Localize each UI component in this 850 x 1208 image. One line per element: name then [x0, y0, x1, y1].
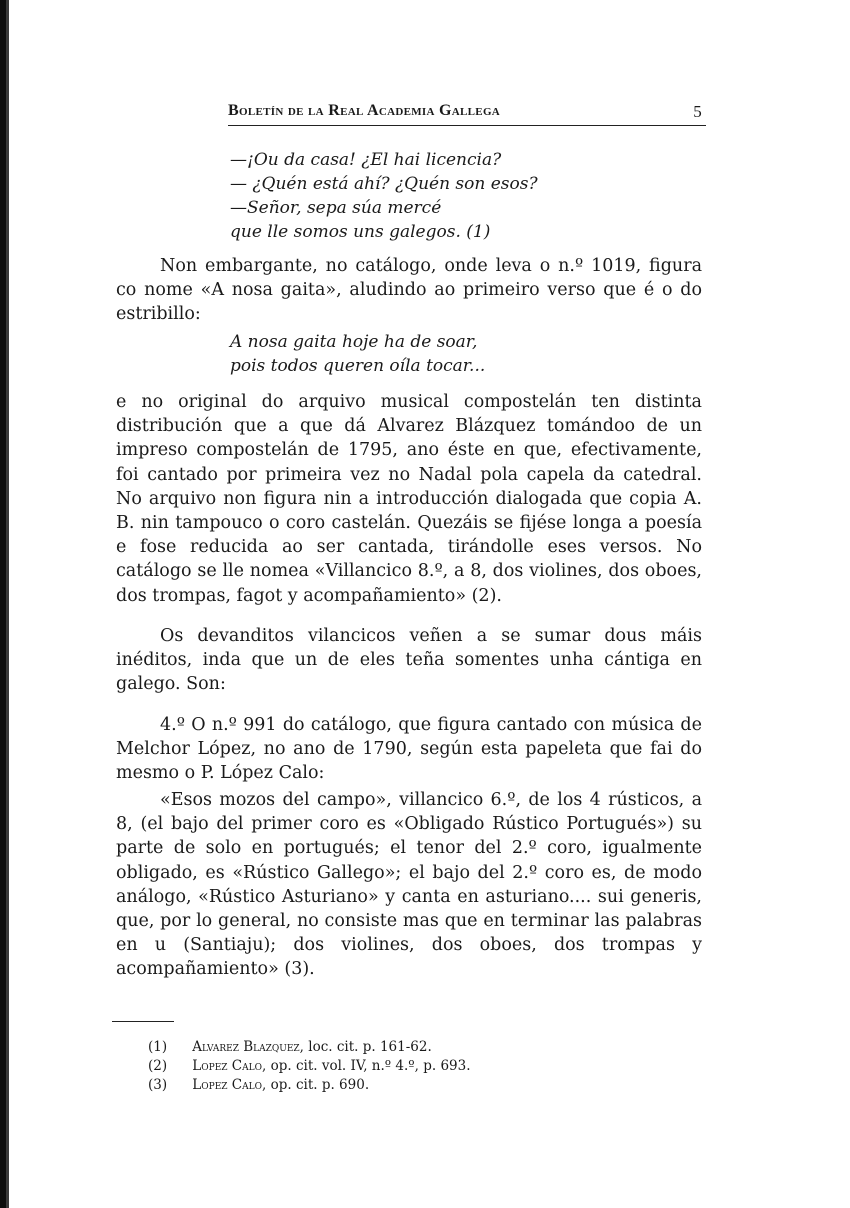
verse-dialogue	[230, 148, 650, 244]
footnote: (1) Alvarez Blazquez, loc. cit. p. 161-62.	[148, 1039, 432, 1055]
verse-line: pois todos queren oíla tocar...	[230, 356, 486, 376]
header-rule	[228, 125, 706, 126]
verse-line: A nosa gaita hoje ha de soar,	[230, 332, 478, 352]
journal-title: Boletín de la Real Academia Gallega	[228, 102, 501, 119]
page-binding-edge	[0, 0, 12, 1208]
verse-line: que lle somos uns galegos. (1)	[230, 222, 491, 242]
running-header	[228, 100, 706, 126]
footnotes	[148, 1038, 708, 1095]
footnote: (3) Lopez Calo, op. cit. p. 690.	[148, 1077, 370, 1093]
paragraph-villancicos: Os devanditos vilancicos veñen a se sumar dous máis inéditos, inda que un de eles teña somentes unha cántiga en galego. Son:	[116, 626, 702, 695]
verse-line: —¡Ou da casa! ¿El hai licencia?	[230, 150, 502, 170]
paragraph-quotation: «Esos mozos del campo», villancico 6.º, de los 4 rústicos, a 8, (el bajo del primer coro es «Obligado Rústico Portugués») su parte de solo en portugués; el tenor del 2.º coro, igualmente obligado, es «Rústico Gallego»; el bajo del 2.º coro es, de modo análogo, «Rústico Asturiano» y canta en asturiano.... sui generis, que, por lo general, no consiste mas que en terminar las palabras en u (Santiaju); dos violines, dos oboes, dos trompas y acompañamiento» (3).	[116, 790, 702, 980]
page-number: 5	[693, 102, 702, 121]
paragraph-catalogue: Non embargante, no catálogo, onde leva o n.º 1019, figura co nome «A nosa gaita», aludindo ao primeiro verso que é o do estribillo:	[116, 256, 702, 325]
verse-line: —Señor, sepa súa mercé	[230, 198, 442, 218]
footnote-rule	[112, 1021, 174, 1022]
footnote: (2) Lopez Calo, op. cit. vol. IV, n.º 4.º, p. 693.	[148, 1058, 471, 1074]
verse-line: — ¿Quén está ahí? ¿Quén son esos?	[230, 174, 538, 194]
paragraph-item-4: 4.º O n.º 991 do catálogo, que figura cantado con música de Melchor López, no ano de 1790, según esta papeleta que fai do mesmo o P. López Calo:	[116, 715, 702, 784]
paragraph-archive: e no original do arquivo musical compostelán ten distinta distribución que a que dá Alvarez Blázquez tomándoo de un impreso compostelán de 1795, ano éste en que, efectivamente, foi cantado por primeira vez no Nadal pola capela da catedral. No arquivo non figura nin a introducción dialogada que copia A. B. nin tampouco o coro castelán. Quezáis se fijése longa a poesía e fose reducida ao ser cantada, tirándolle eses versos. No catálogo se lle nomea «Villancico 8.º, a 8, dos violines, dos oboes, dos trompas, fagot y acompañamiento» (2).	[116, 392, 702, 606]
verse-estribillo	[230, 330, 650, 378]
